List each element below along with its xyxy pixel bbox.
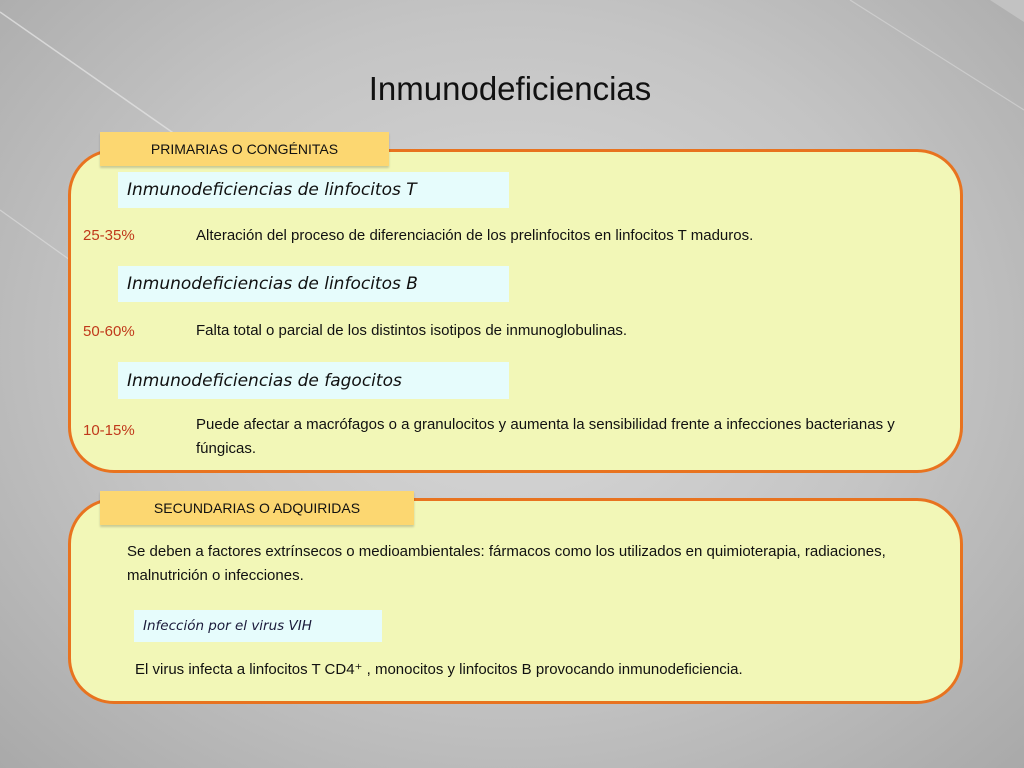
text-secondary-causes: Se deben a factores extrínsecos o medioambientales: fármacos como los utilizados en quimioterapia, radiaciones, malnutrición o infecciones. — [127, 543, 886, 584]
text-b-lymphocytes: Falta total o parcial de los distintos isotipos de inmunoglobulinas. — [196, 322, 628, 339]
secondary-tab: SECUNDARIAS O ADQUIRIDAS — [100, 491, 414, 525]
slide-title: Inmunodeficiencias — [368, 70, 652, 107]
primary-tab: PRIMARIAS O CONGÉNITAS — [100, 132, 389, 166]
text-t-lymphocytes: Alteración del proceso de diferenciación de los prelinfocitos en linfocitos T maduros. — [196, 227, 754, 244]
percent-t-lymphocytes: 25-35% — [83, 227, 135, 244]
heading-phagocytes: Inmunodeficiencias de fagocitos — [118, 362, 509, 399]
heading-t-lymphocytes: Inmunodeficiencias de linfocitos T — [118, 172, 509, 208]
text-hiv-infection: El virus infecta a linfocitos T CD4⁺ , monocitos y linfocitos B provocando inmunodeficiencia. — [135, 661, 743, 678]
heading-b-lymphocytes: Inmunodeficiencias de linfocitos B — [118, 266, 509, 302]
text-phagocytes: Puede afectar a macrófagos o a granulocitos y aumenta la sensibilidad frente a infecciones bacterianas y fúngicas. — [196, 416, 895, 457]
percent-phagocytes: 10-15% — [83, 422, 135, 439]
percent-b-lymphocytes: 50-60% — [83, 323, 135, 340]
heading-hiv-infection: Infección por el virus VIH — [134, 610, 382, 642]
